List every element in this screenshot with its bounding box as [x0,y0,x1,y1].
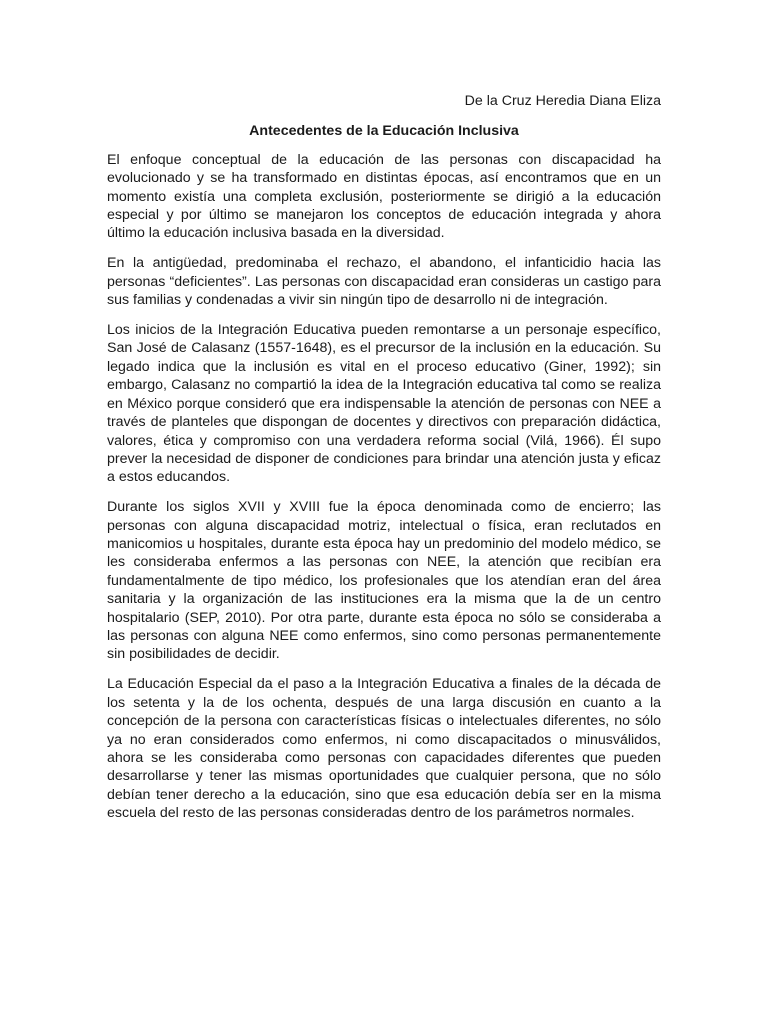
paragraph-2: En la antigüedad, predominaba el rechazo, el abandono, el infanticidio hacia las personas “deficientes”. Las personas con discapacidad eran consideras un castigo para sus familias y condenadas a vivir sin ningún tipo de desarrollo ni de integración. [107,255,661,309]
paragraph-1: El enfoque conceptual de la educación de las personas con discapacidad ha evolucionado y se ha transformado en distintas épocas, así encontramos que en un momento existía una completa exclusión, posteriormente se dirigió a la educación especial y por último se manejaron los conceptos de educación integrada y ahora último la educación inclusiva basada en la diversidad. [107,151,661,242]
paragraph-5: La Educación Especial da el paso a la Integración Educativa a finales de la década de los setenta y la de los ochenta, después de una larga discusión en cuanto a la concepción de la persona con características físicas o intelectuales diferentes, no sólo ya no eran considerados como enfermos, ni como discapacitados o minusválidos, ahora se les consideraba como personas con capacidades diferentes que pueden desarrollarse y tener las mismas oportunidades que cualquier persona, que no sólo debían tener derecho a la educación, sino que esa educación debía ser en la misma escuela del resto de las personas consideradas dentro de los parámetros normales. [107,676,661,822]
paragraph-4: Durante los siglos XVII y XVIII fue la época denominada como de encierro; las personas con alguna discapacidad motriz, intelectual o física, eran reclutados en manicomios u hospitales, durante esta época hay un predominio del modelo médico, se les consideraba enfermos a las personas con NEE, la atención que recibían era fundamentalmente de tipo médico, los profesionales que los atendían eran del área sanitaria y la organización de las instituciones era la misma que la de un centro hospitalario (SEP, 2010). Por otra parte, durante esta época no sólo se consideraba a las personas con alguna NEE como enfermos, sino como personas permanentemente sin posibilidades de decidir. [107,499,661,663]
document-title: Antecedentes de la Educación Inclusiva [249,123,519,140]
document-page [107,84,661,834]
author-name: De la Cruz Heredia Diana Eliza [464,93,661,109]
paragraph-3: Los inicios de la Integración Educativa pueden remontarse a un personaje específico, San José de Calasanz (1557-1648), es el precursor de la inclusión en la educación. Su legado indica que la inclusión es vital en el proceso educativo (Giner, 1992); sin embargo, Calasanz no compartió la idea de la Integración educativa tal como se realiza en México porque consideró que era indispensable la atención de personas con NEE a través de planteles que dispongan de docentes y directivos con preparación didáctica, valores, ética y compromiso con una verdadera reforma social (Vilá, 1966). Él supo prever la necesidad de disponer de condiciones para brindar una atención justa y eficaz a estos educandos. [107,322,661,486]
